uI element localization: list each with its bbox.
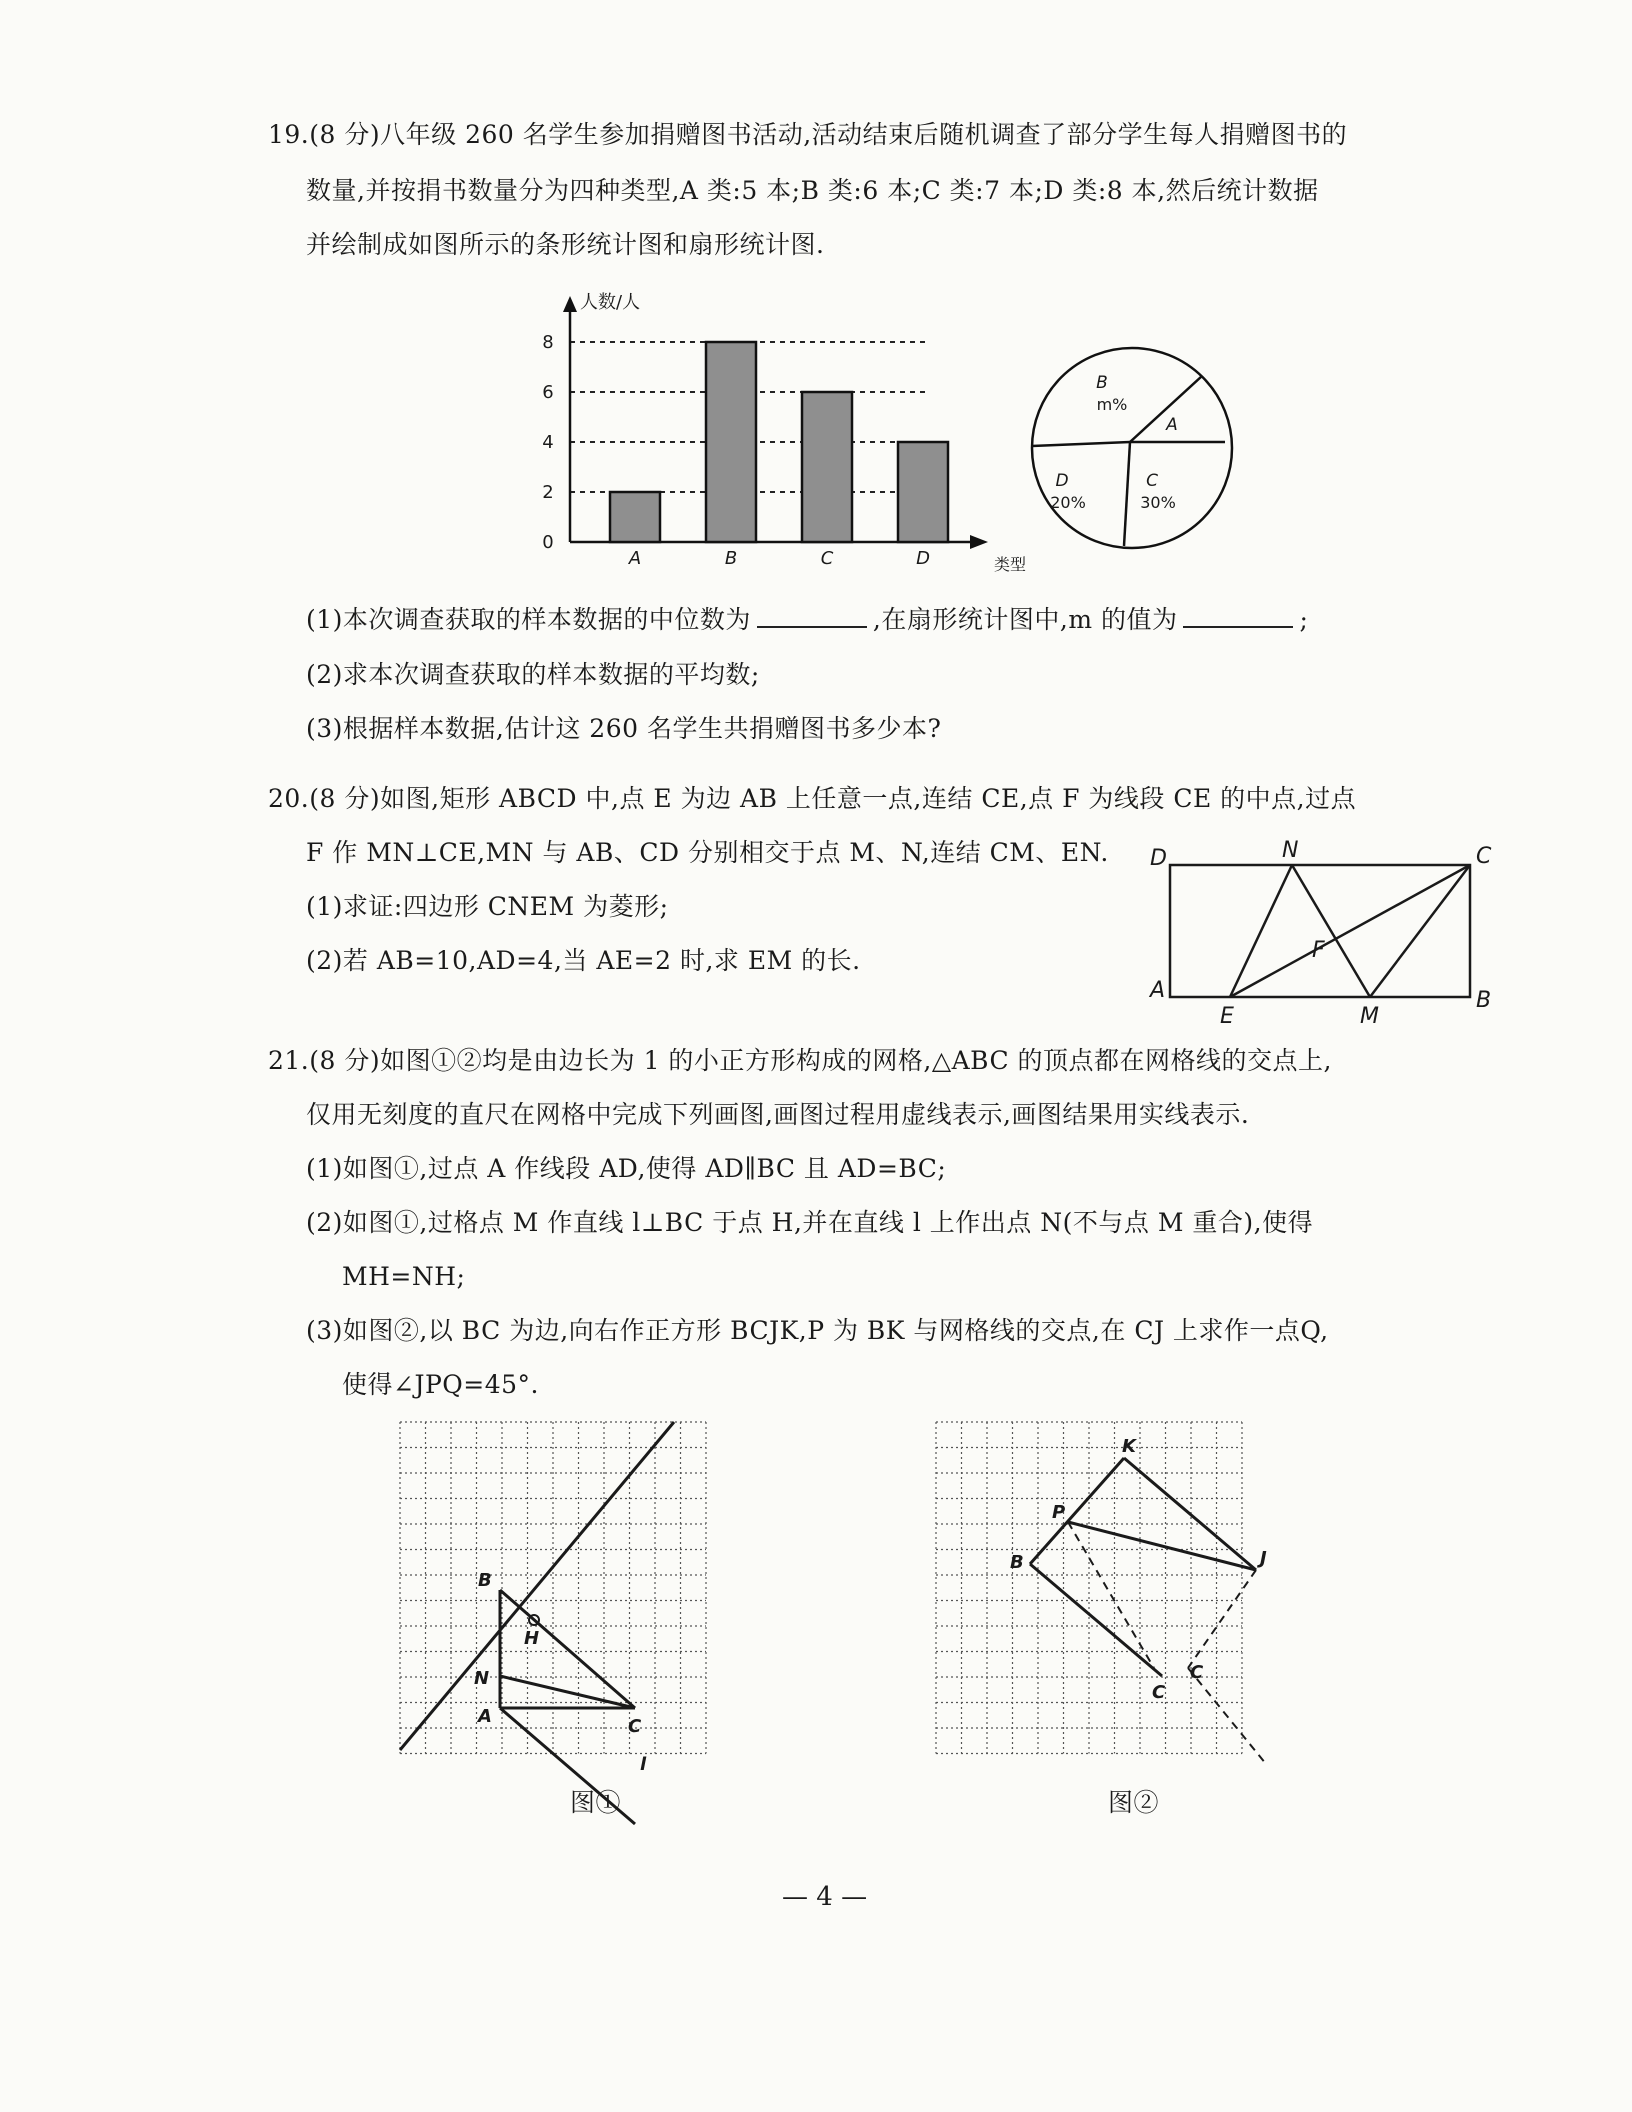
label-b: B: [1476, 988, 1492, 1013]
pie-label-a: A: [1166, 415, 1178, 435]
segment-bc: [500, 1590, 635, 1708]
pie-label-c: C: [1146, 471, 1158, 491]
line-l: [400, 1422, 674, 1750]
q19-sub1-part-b: ,在扇形统计图中,m 的值为: [872, 605, 1178, 634]
q19-line1: 19.(8 分)八年级 260 名学生参加捐赠图书活动,活动结束后随机调查了部分学生每人捐赠图书的: [268, 120, 1348, 149]
pie-chart: [1022, 338, 1242, 558]
q21-line1: 21.(8 分)如图①②均是由边长为 1 的小正方形构成的网格,△ABC 的顶点都在网格线的交点上,: [268, 1046, 1333, 1075]
q19-sub3: (3)根据样本数据,估计这 260 名学生共捐赠图书多少本?: [306, 714, 942, 743]
segment-nm: [1292, 865, 1370, 997]
segment-en: [1230, 865, 1292, 997]
fig1-label-b: B: [478, 1570, 492, 1591]
figure-1-grid: [390, 1418, 810, 1778]
figure-2-caption: 图②: [1108, 1788, 1160, 1817]
fig2-label-c-inner: C: [1190, 1662, 1204, 1683]
label-c: C: [1476, 844, 1492, 869]
m-answer-blank: [1183, 604, 1293, 628]
q20-line1: 20.(8 分)如图,矩形 ABCD 中,点 E 为边 AB 上任意一点,连结 CE,点 F 为线段 CE 的中点,过点: [268, 784, 1357, 813]
pie-value-c: 30%: [1140, 493, 1176, 512]
q19-line2: 数量,并按捐书数量分为四种类型,A 类:5 本;B 类:6 本;C 类:7 本;D 类:8 本,然后统计数据: [306, 176, 1319, 205]
fig1-label-h: H: [524, 1628, 540, 1649]
dashed-cj: [1188, 1570, 1256, 1668]
pie-slice-boundary: [1032, 442, 1130, 446]
fig2-label-p: P: [1052, 1502, 1066, 1523]
label-f: F: [1312, 938, 1325, 963]
fig1-label-n: N: [474, 1668, 490, 1689]
q21-sub2a: (2)如图①,过格点 M 作直线 l⊥BC 于点 H,并在直线 l 上作出点 N(不与点 M 重合),使得: [306, 1208, 1314, 1237]
rectangle-abcd: [1170, 865, 1470, 997]
pie-value-b: m%: [1096, 395, 1128, 414]
label-m: M: [1360, 1004, 1379, 1029]
fig1-label-a: A: [478, 1706, 492, 1727]
fig1-label-l: l: [640, 1754, 647, 1775]
q19-line3: 并绘制成如图所示的条形统计图和扇形统计图.: [306, 230, 825, 259]
x-tick-label: A: [628, 548, 642, 569]
fig1-grid-lines: [400, 1422, 706, 1754]
label-n: N: [1282, 838, 1299, 863]
q19-sub1-part-a: (1)本次调查获取的样本数据的中位数为: [306, 605, 751, 634]
segment-bc: [1030, 1564, 1162, 1676]
fig2-label-c: C: [1152, 1682, 1166, 1703]
label-e: E: [1220, 1004, 1234, 1029]
y-axis-arrow: [563, 296, 577, 312]
page-number: — 4 —: [782, 1882, 868, 1912]
segment-ce: [1230, 865, 1470, 997]
y-tick-label: 6: [542, 382, 554, 403]
q19-sub1: [306, 604, 1308, 635]
q21-sub1: (1)如图①,过点 A 作线段 AD,使得 AD∥BC 且 AD=BC;: [306, 1154, 947, 1183]
pie-outline: [1032, 348, 1232, 548]
bar-c: [802, 392, 852, 542]
fig2-label-k: K: [1122, 1436, 1136, 1457]
fig2-label-j: J: [1260, 1548, 1267, 1569]
y-tick-label: 2: [542, 482, 554, 503]
q21-sub3a: (3)如图②,以 BC 为边,向右作正方形 BCJK,P 为 BK 与网格线的交点,在 CJ 上求作一点Q,: [306, 1316, 1329, 1345]
q21-sub3b: 使得∠JPQ=45°.: [342, 1370, 539, 1399]
label-d: D: [1150, 846, 1167, 871]
fig2-grid-lines: [936, 1422, 1242, 1754]
bar-d: [898, 442, 948, 542]
y-axis-label: 人数/人: [580, 292, 641, 313]
x-tick-label: C: [820, 548, 834, 569]
x-axis-arrow: [970, 535, 988, 549]
bar-chart: [520, 280, 1027, 580]
figure-1-caption: 图①: [570, 1788, 622, 1817]
y-tick-label: 8: [542, 332, 554, 353]
q19-sub1-part-c: ;: [1299, 605, 1309, 634]
pie-label-d: D: [1055, 471, 1069, 491]
segment-bk: [1030, 1458, 1124, 1564]
pie-slice-boundary: [1124, 442, 1130, 546]
bar-b: [706, 342, 756, 542]
q20-sub2: (2)若 AB=10,AD=4,当 AE=2 时,求 EM 的长.: [306, 946, 861, 975]
q20-sub1: (1)求证:四边形 CNEM 为菱形;: [306, 892, 669, 921]
q21-line2: 仅用无刻度的直尺在网格中完成下列画图,画图过程用虚线表示,画图结果用实线表示.: [306, 1100, 1250, 1129]
dashed-pq: [1068, 1522, 1154, 1668]
median-answer-blank: [757, 604, 867, 628]
fig2-label-b: B: [1010, 1552, 1024, 1573]
figure-2-grid: [926, 1418, 1346, 1778]
pie-value-d: 20%: [1050, 493, 1086, 512]
label-a: A: [1150, 978, 1166, 1003]
fig1-label-c: C: [628, 1716, 642, 1737]
rectangle-figure: [1150, 838, 1492, 1035]
q20-line2: F 作 MN⊥CE,MN 与 AB、CD 分别相交于点 M、N,连结 CM、EN.: [306, 838, 1109, 867]
x-tick-label: D: [916, 548, 930, 569]
x-tick-label: B: [724, 548, 738, 569]
y-tick-label: 4: [542, 432, 554, 453]
segment-cm: [1370, 865, 1470, 997]
y-tick-label: 0: [542, 532, 554, 553]
q19-sub2: (2)求本次调查获取的样本数据的平均数;: [306, 660, 760, 689]
q21-sub2b: MH=NH;: [342, 1262, 466, 1291]
bar-a: [610, 492, 660, 542]
pie-label-b: B: [1096, 373, 1108, 393]
x-axis-label: 类型: [994, 555, 1027, 574]
